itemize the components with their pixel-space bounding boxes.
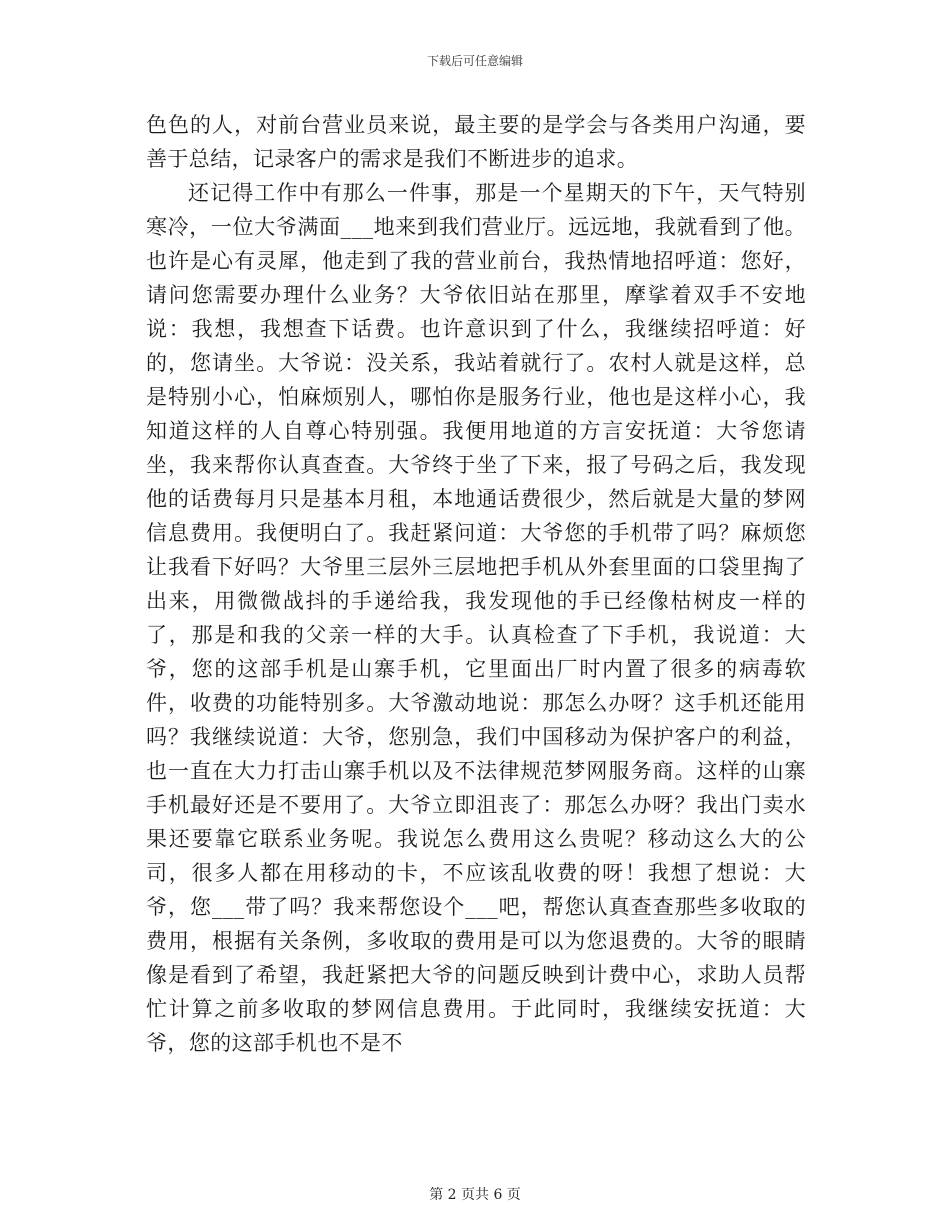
document-body — [146, 108, 806, 1060]
paragraph-continuation: 色色的人，对前台营业员来说，最主要的是学会与各类用户沟通，要善于总结，记录客户的需求是我们不断进步的追求。 — [146, 113, 806, 171]
page-header: 下载后可任意编辑 — [426, 54, 523, 68]
paragraph-story: 还记得工作中有那么一件事，那是一个星期天的下午，天气特别寒冷，一位大爷满面___地来到我们营业厅。远远地，我就看到了他。也许是心有灵犀，他走到了我的营业前台，我热情地招呼道：您好，请问您需要办理什么业务？大爷依旧站在那里，摩挲着双手不安地说：我想，我想查下话费。也许意识到了什么，我继续招呼道：好的，您请坐。大爷说：没关系，我站着就行了。农村人就是这样，总是特别小心，怕麻烦别人，哪怕你是服务行业，他也是这样小心，我知道这样的人自尊心特别强。我便用地道的方言安抚道：大爷您请坐，我来帮你认真查查。大爷终于坐了下来，报了号码之后，我发现他的话费每月只是基本月租，本地通话费很少，然后就是大量的梦网信息费用。我便明白了。我赶紧问道：大爷您的手机带了吗？麻烦您让我看下好吗？大爷里三层外三层地把手机从外套里面的口袋里掏了出来，用微微战抖的手递给我，我发现他的手已经像枯树皮一样的了，那是和我的父亲一样的大手。认真检查了下手机，我说道：大爷，您的这部手机是山寨手机，它里面出厂时内置了很多的病毒软件，收费的功能特别多。大爷激动地说：那怎么办呀？这手机还能用吗？我继续说道：大爷，您别急，我们中国移动为保护客户的利益，也一直在大力打击山寨手机以及不法律规范梦网服务商。这样的山寨手机最好还是不要用了。大爷立即沮丧了：那怎么办呀？我出门卖水果还要靠它联系业务呢。我说怎么费用这么贵呢？移动这么大的公司，很多人都在用移动的卡，不应该乱收费的呀！我想了想说：大爷，您___带了吗？我来帮您设个___吧，帮您认真查查那些多收取的费用，根据有关条例，多收取的费用是可以为您退费的。大爷的眼睛像是看到了希望，我赶紧把大爷的问题反映到计费中心，求助人员帮忙计算之前多收取的梦网信息费用。于此同时，我继续安抚道：大爷，您的这部手机也不是不 — [146, 181, 806, 1055]
page-footer: 第 2 页共 6 页 — [429, 1187, 521, 1203]
